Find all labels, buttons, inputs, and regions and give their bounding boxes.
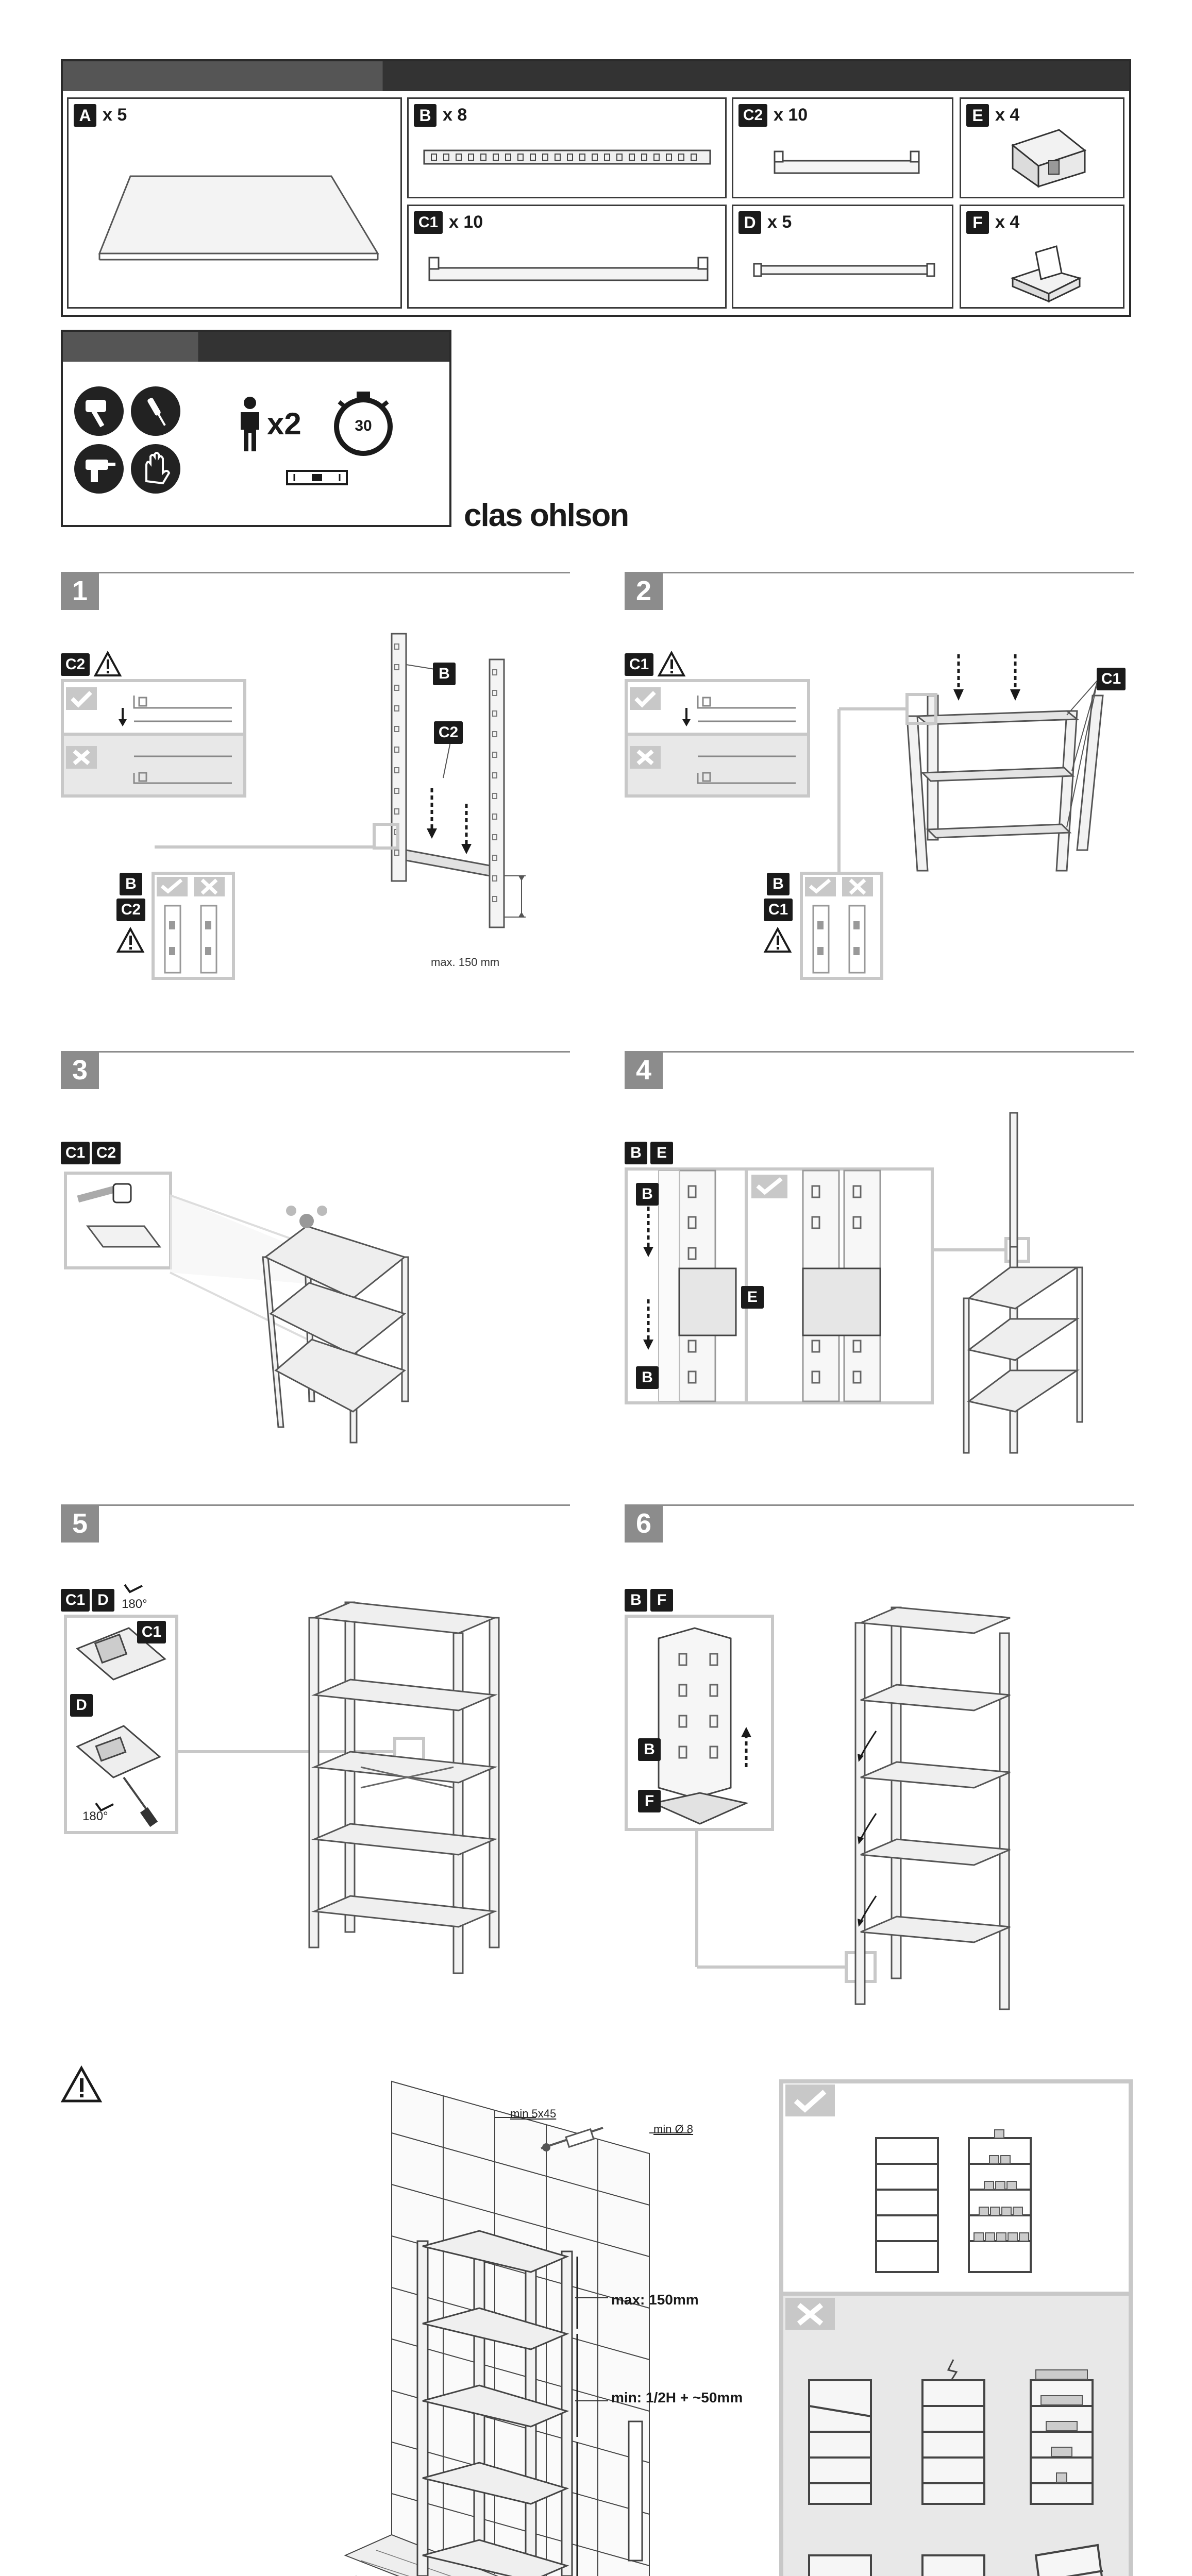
step-number: 6 <box>625 1504 663 1543</box>
beam-hook-correct <box>677 690 801 732</box>
part-qty: x 10 <box>449 212 483 232</box>
check-icon <box>785 2084 835 2116</box>
wall-plug-spec-label: min Ø 8 <box>653 2123 694 2136</box>
tools-header-bar <box>63 332 449 362</box>
shelf-board-illustration <box>89 166 388 269</box>
callout-b: B <box>638 1738 661 1761</box>
step-number: 1 <box>61 572 99 610</box>
part-tag: C2 <box>61 653 90 676</box>
part-b-cell <box>407 97 727 198</box>
part-qty: x 5 <box>103 105 127 125</box>
grid-c1-label: C1 <box>764 899 793 921</box>
callout-b-top: B <box>636 1183 659 1206</box>
upright-post-illustration <box>424 145 713 171</box>
step4-detail-drawing <box>628 1171 931 1401</box>
step-number: 5 <box>61 1504 99 1543</box>
beam-hook-wrong <box>113 747 237 788</box>
step-divider <box>61 1504 570 1506</box>
beam-hook-wrong <box>677 747 801 788</box>
min-distance-label: min: 1/2H + ~50mm <box>611 2389 743 2405</box>
rotate-angle-label: 180° <box>122 1597 147 1611</box>
grid-c2-label: C2 <box>116 899 145 921</box>
check-icon <box>630 687 661 710</box>
part-label: B <box>414 104 436 127</box>
part-tag: B <box>625 1142 647 1164</box>
cross-icon <box>630 746 661 769</box>
correct-shelves-drawing <box>866 2128 1062 2293</box>
gloves-glyph <box>131 444 180 494</box>
callout-d: D <box>70 1694 93 1717</box>
warning-icon <box>116 927 144 953</box>
part-qty: x 4 <box>995 105 1020 125</box>
long-beam-illustration <box>424 252 713 289</box>
part-e-cell <box>960 97 1124 198</box>
rotate-angle-label-2: 180° <box>82 1809 108 1823</box>
rotate-icon <box>122 1583 147 1597</box>
callout-c1: C1 <box>1097 668 1126 690</box>
foot-cap-illustration <box>1002 237 1095 304</box>
callout-c2: C2 <box>434 721 463 744</box>
step2-zoom-lines <box>835 694 938 890</box>
part-label: A <box>74 104 96 127</box>
part-tag: D <box>92 1589 114 1612</box>
connector-clip-illustration <box>1002 125 1095 192</box>
step5-detail-drawing <box>67 1618 175 1831</box>
step-number: 3 <box>61 1051 99 1089</box>
step1-detail-glyphs <box>155 875 232 978</box>
part-label: E <box>966 104 989 127</box>
step-divider <box>61 572 570 573</box>
part-tag: C1 <box>625 653 653 676</box>
callout-b-bottom: B <box>636 1366 659 1389</box>
callout-f: F <box>638 1790 661 1812</box>
part-c1-cell <box>407 205 727 309</box>
part-label: C1 <box>414 211 443 234</box>
part-label: F <box>966 211 989 234</box>
part-d-cell <box>732 205 953 309</box>
part-tag: B <box>625 1589 647 1612</box>
part-tag: C2 <box>92 1142 121 1164</box>
timer-minutes: 30 <box>355 417 372 434</box>
part-qty: x 5 <box>767 212 792 232</box>
step4-shelf-illustration <box>959 1113 1103 1453</box>
person-icon <box>234 396 265 452</box>
wall-mount-illustration <box>340 2081 783 2576</box>
wrong-shelves-drawing <box>794 2339 1123 2576</box>
part-tag: C1 <box>61 1589 90 1612</box>
step2-detail-glyphs <box>803 875 880 978</box>
callout-c1: C1 <box>137 1621 166 1643</box>
grid-b-label: B <box>767 873 790 895</box>
step-divider <box>625 572 1134 573</box>
part-label: D <box>738 211 761 234</box>
part-qty: x 10 <box>774 105 808 125</box>
screwdriver-glyph <box>131 386 180 436</box>
step1-frame-illustration <box>361 634 557 943</box>
warning-icon <box>658 651 685 677</box>
part-a-cell <box>67 97 402 309</box>
cross-brace-illustration <box>754 258 934 283</box>
part-qty: x 8 <box>443 105 467 125</box>
part-f-cell <box>960 205 1124 309</box>
step-divider <box>625 1051 1134 1053</box>
callout-e: E <box>741 1286 764 1309</box>
parts-header-bar <box>63 61 1129 91</box>
step6-shelf-illustration <box>845 1602 1031 2014</box>
callout-b: B <box>433 663 456 685</box>
part-qty: x 4 <box>995 212 1020 232</box>
grid-b-label: B <box>120 873 142 895</box>
brand-logo: clas ohlson <box>464 498 629 533</box>
measure-label: max. 150 mm <box>431 956 500 969</box>
part-tag: F <box>650 1589 673 1612</box>
step3-shelf-illustration <box>247 1206 423 1443</box>
warning-icon <box>764 927 792 953</box>
max-distance-label: max: 150mm <box>611 2292 699 2308</box>
step-number: 2 <box>625 572 663 610</box>
part-tag: E <box>650 1142 673 1164</box>
drill-glyph <box>74 444 124 494</box>
beam-hook-correct <box>113 690 237 732</box>
step5-shelf-illustration <box>299 1597 500 1989</box>
part-label: C2 <box>738 104 767 127</box>
check-icon <box>66 687 97 710</box>
step-number: 4 <box>625 1051 663 1089</box>
spirit-level-icon <box>286 469 348 487</box>
step-divider <box>625 1504 1134 1506</box>
rubber-mallet-glyph <box>74 386 124 436</box>
screw-spec-label: min 5x45 <box>510 2107 557 2120</box>
step-divider <box>61 1051 570 1053</box>
warning-icon <box>94 651 122 677</box>
short-beam-illustration <box>769 145 924 181</box>
cross-icon <box>785 2298 835 2330</box>
part-tag: C1 <box>61 1142 90 1164</box>
cross-icon <box>66 746 97 769</box>
persons-count: x2 <box>267 406 301 441</box>
part-c2-cell <box>732 97 953 198</box>
warning-icon <box>61 2066 102 2103</box>
